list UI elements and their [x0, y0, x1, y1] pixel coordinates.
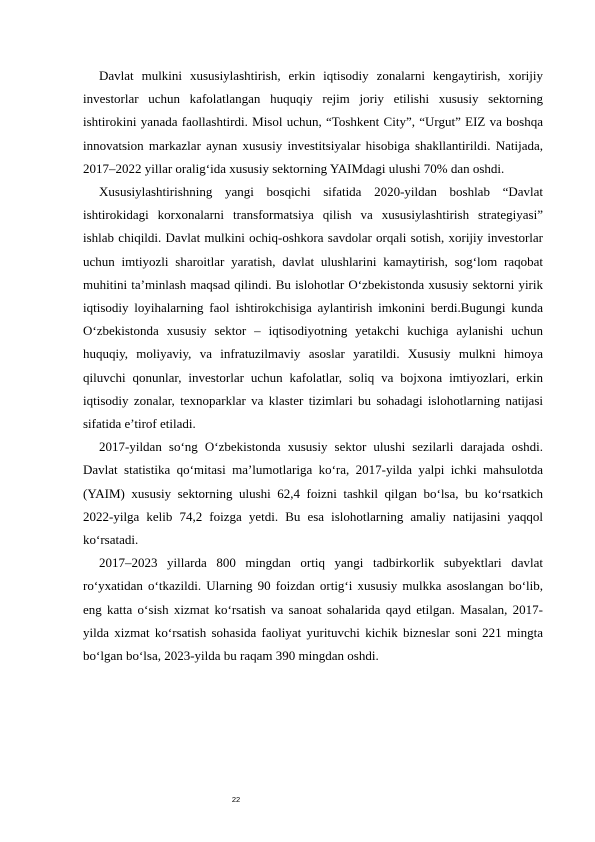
- paragraph-private-sector-share: 2017-yildan so‘ng O‘zbekistonda xususiy sektor ulushi sezilarli darajada oshdi. Davlat statistika qo‘mitasi ma’lumotlariga ko‘ra, 2017-yilda yalpi ichki mahsulotda (YAIM) xususiy sektorning ulushi 62,4 foizni tashkil qilgan bo‘lsa, bu ko‘rsatkich 2022-yilga kelib 74,2 foizga yetdi. Bu esa islohotlarning amaliy natijasini yaqqol ko‘rsatadi.: [83, 439, 543, 548]
- document-body: [83, 64, 543, 667]
- paragraph-business-registrations: 2017–2023 yillarda 800 mingdan ortiq yangi tadbirkorlik subyektlari davlat ro‘yxatidan o‘tkazildi. Ularning 90 foizdan ortig‘i xususiy mulkka asoslangan bo‘lib, eng katta o‘sish xizmat ko‘rsatish va sanoat sohalarida qayd etilgan. Masalan, 2017-yilda xizmat ko‘rsatish sohasida faoliyat yurituvchi kichik bizneslar soni 221 mingta bo‘lgan bo‘lsa, 2023-yilda bu raqam 390 mingdan oshdi.: [83, 555, 543, 664]
- paragraph-privatization-intro: Davlat mulkini xususiylashtirish, erkin iqtisodiy zonalarni kengaytirish, xorijiy investorlar uchun kafolatlangan huquqiy rejim joriy etilishi xususiy sektorning ishtirokini yanada faollashtirdi. Misol uchun, “Toshkent City”, “Urgut” EIZ va boshqa innovatsion markazlar aynan xususiy investitsiyalar hisobiga shakllantirildi. Natijada, 2017–2022 yillar oralig‘ida xususiy sektorning YAIMdagi ulushi 70% dan oshdi.: [83, 68, 543, 176]
- paragraph-privatization-strategy: Xususiylashtirishning yangi bosqichi sifatida 2020-yildan boshlab “Davlat ishtirokidagi korxonalarni transformatsiya qilish va xususiylashtirish strategiyasi” ishlab chiqildi. Davlat mulkini ochiq-oshkora savdolar orqali sotish, xorijiy investorlar uchun imtiyozli sharoitlar yaratish, davlat ulushlarini kamaytirish, sog‘lom raqobat muhitini ta’minlash maqsad qilindi. Bu islohotlar O‘zbekistonda xususiy sektorni yirik iqtisodiy loyihalarning faol ishtirokchisiga aylantirish imkonini berdi.Bugungi kunda O‘zbekistonda xususiy sektor – iqtisodiyotning yetakchi kuchiga aylanishi uchun huquqiy, moliyaviy, va infratuzilmaviy asoslar yaratildi. Xususiy mulkni himoya qiluvchi qonunlar, investorlar uchun kafolatlar, soliq va bojxona imtiyozlari, erkin iqtisodiy zonalar, texnoparklar va klaster tizimlari bu sohadagi islohotlarning natijasi sifatida e’tirof etiladi.: [83, 184, 543, 432]
- page-number: 22: [231, 795, 241, 804]
